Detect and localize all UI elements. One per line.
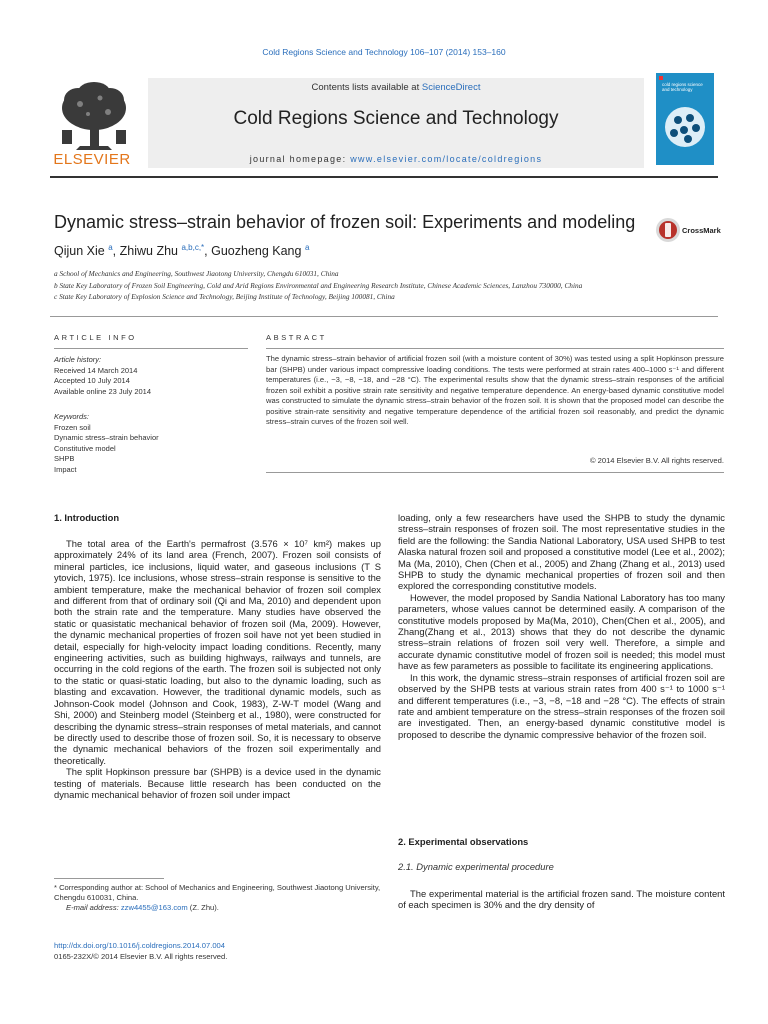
journal-homepage (148, 154, 644, 164)
paragraph: The split Hopkinson pressure bar (SHPB) is a device used in the dynamic testing of materials. Because little research has been conducted on the dynamic mechanical behavior of frozen soil under impact (54, 766, 381, 800)
section-1-heading: 1. Introduction (54, 512, 120, 523)
paragraph: However, the model proposed by Sandia National Laboratory has too many parameters, whose values cannot be determined easily. A comparison of the constitutive models proposed by Ma(Ma, 2010), Chen(Chen et al., 2005), and Zhang(Zhang et al., 2013) shows that they do not describe the dynamic stress–strain relations of frozen soil very well. Therefore, a simple and accurate dynamic constitutive model of frozen soil is needed; this model must have as few parameters as possible to facilitate its engineering applications. (398, 591, 725, 672)
right-column-continued (398, 888, 725, 911)
affiliation-a: a School of Mechanics and Engineering, Southwest Jiaotong University, Chengdu 610031, China (54, 269, 339, 278)
corresponding-author-footnote (54, 883, 381, 913)
footnote-rule (54, 878, 164, 879)
contents-line (148, 82, 644, 93)
abstract-rule (266, 348, 724, 349)
keywords (54, 412, 248, 475)
keywords-label: Keywords: (54, 412, 90, 421)
publisher-name: ELSEVIER (53, 151, 131, 168)
abstract-bottom-rule (266, 472, 724, 473)
section-rule (50, 316, 718, 317)
keyword: Dynamic stress–strain behavior (54, 433, 159, 442)
journal-reference[interactable]: Cold Regions Science and Technology 106–107 (2014) 153–160 (262, 47, 506, 57)
article-info-heading: ARTICLE INFO (54, 333, 137, 342)
paragraph: loading, only a few researchers have used the SHPB to study the dynamic stress–strain responses of frozen soil. The most representative studies in the field are the following: the Sandia National Laboratory, USA used SHPB to test Alaska natural frozen soil and proposed a constitutive model (Lee et al., 2002); Ma (Ma, 2010), Chen (Chen et al., 2005) and Zhang (Zhang et al., 2013) used SHPB to study the dynamic mechanical properties of frozen soil and then explored the corresponding constitutive models. (398, 512, 725, 592)
sciencedirect-link[interactable]: ScienceDirect (421, 82, 481, 93)
section-2-1-heading: 2.1. Dynamic experimental procedure (398, 861, 554, 872)
author-2[interactable]: Zhiwu Zhu $^{a,b,c,*}$ (119, 243, 205, 259)
keyword: Constitutive model (54, 443, 116, 453)
author-3[interactable]: Guozheng Kang $^a$ (211, 243, 310, 259)
header-rule (50, 176, 718, 178)
history-accepted: Accepted 10 July 2014 (54, 376, 130, 385)
article-history (54, 355, 248, 397)
abstract-heading: ABSTRACT (266, 333, 327, 342)
doi-link[interactable]: http://dx.doi.org/10.1016/j.coldregions.2014.07.004 (54, 941, 225, 950)
history-received: Received 14 March 2014 (54, 365, 138, 375)
contents-prefix: Contents lists available at (311, 82, 422, 93)
section-2-heading: 2. Experimental observations (398, 836, 529, 847)
journal-title: Cold Regions Science and Technology (233, 108, 559, 129)
right-column (398, 512, 725, 740)
author-list: Qijun Xie $^a$, Zhiwu Zhu $^{a,b,c,*}$, Guozheng Kang $^a$ (54, 243, 310, 259)
paragraph: The total area of the Earth's permafrost (3.576 × 10⁷ km²) makes up approximately 24% of its land area (French, 2007). Frozen soil consists of mineral particles, ice inclusions, liquid water, and gaseous inclusions (T S ytovich, 1975). Ice inclusions, whose stress–strain response is sensitive to the ambient temperature, make the mechanical behavior of frozen soil complex and different from that of ordinary soil (Qi and Ma, 2010) and dependent upon both the strain rate and the temperature. Many studies have observed the static or quasistatic mechanical behavior of frozen soil (Ma, 2009). However, the dynamic mechanical properties of frozen soil have not yet been studied in detail, especially for high-velocity impact loading conditions. Recently, many engineering activities, such as building highways, railways and tunnels, are occurring in the cold regions of the earth. The frozen soil is subjected not only to the static or quasi-static loading, but also to the dynamic loading, such as blasting and excavation. However, the traditional dynamic models, such as Johnson-Cook model (Johnson and Cook, 1983), Z-W-T model (Wang and Shi, 2000) and Steinberg model (Steinberg et al., 1980), were constructed for describing the dynamic stress–strain responses of metal materials, and cannot be directly used to describe those of frozen soil. So, it is necessary to observe the dynamic mechanical behaviors of the frozen soil experimentally and theoretically. (54, 538, 381, 766)
abstract-copyright: © 2014 Elsevier B.V. All rights reserved. (589, 456, 724, 465)
history-online: Available online 23 July 2014 (54, 386, 152, 396)
author-1[interactable]: Qijun Xie $^a$ (54, 243, 113, 259)
left-column (54, 538, 381, 800)
history-label: Article history: (54, 355, 102, 364)
issn-line: 0165-232X/© 2014 Elsevier B.V. All rights reserved. (54, 952, 228, 961)
keyword: Impact (54, 464, 77, 474)
affiliation-c: c State Key Laboratory of Explosion Science and Technology, Beijing Institute of Technology, Beijing 100081, China (54, 292, 395, 301)
cover-title: cold regions science and technology (662, 82, 703, 92)
paragraph: In this work, the dynamic stress–strain responses of artificial frozen soil are observed by the SHPB tests at various strain rates from 400 s⁻¹ to 1000 s⁻¹ and different temperatures (i.e., −3, −8, −18 and −28 °C). The effects of strain rate and ambient temperature on the stress–strain responses of the frozen soil are investigated. Then, an energy-based dynamic constitutive model is proposed to describe the dynamic compressive behavior of the frozen soil. (398, 671, 725, 740)
homepage-prefix: journal homepage: (249, 154, 351, 164)
keyword: SHPB (54, 454, 75, 463)
abstract-text: The dynamic stress–strain behavior of artificial frozen soil (with a moisture content of 30%) was tested using a split Hopkinson pressure bar (SHPB) under various impact compressive loading conditions. The tests were performed at strain rates 400–1000 s⁻¹ and different temperatures (i.e., −3, −8, −18, and −28 °C). The experimental results show that the dynamic stress–strain responses of the artificial frozen soil exhibit a positive strain rate sensitivity and negative temperature dependence. An energy-based dynamic constitutive model was constructed to simulate the dynamic stress–strain behavior of the frozen soil. It is shown that the proposed model can describe the positive strain-rate sensitivity and negative temperature dependence of the artificial frozen soil reasonably, and predict the dynamic stress–strain curves of the frozen soil well. (266, 354, 724, 426)
footnote-text: * Corresponding author at: School of Mechanics and Engineering, Southwest Jiaotong University, Chengdu 610031, China. (54, 883, 381, 902)
crossmark-label[interactable]: CrossMark (682, 226, 721, 235)
paper-title: Dynamic stress–strain behavior of frozen soil: Experiments and modeling (54, 212, 636, 232)
homepage-link[interactable]: www.elsevier.com/locate/coldregions (350, 154, 543, 164)
affiliation-b: b State Key Laboratory of Frozen Soil Engineering, Cold and Arid Regions Environmental and Engineering Research Institute, Chinese Academic Sciences, Lanzhou 730000, China (54, 281, 583, 290)
email-link[interactable]: zzw4455@163.com (120, 903, 188, 912)
paragraph: The experimental material is the artificial frozen sand. The moisture content of each specimen is 30% and the dry density of (398, 888, 725, 911)
keyword: Frozen soil (54, 422, 91, 432)
email-suffix: (Z. Zhu). (187, 903, 219, 912)
email-label: E-mail address: (66, 903, 121, 912)
article-info-rule (54, 348, 248, 349)
